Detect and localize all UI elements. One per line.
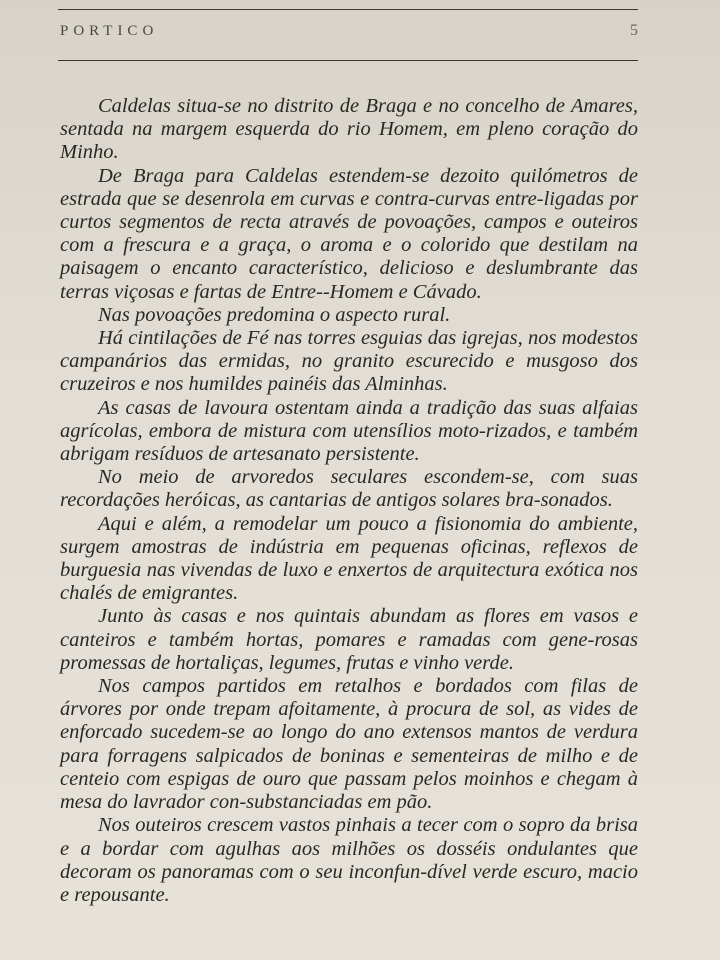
paragraph: Há cintilações de Fé nas torres esguias das igrejas, nos modestos campanários das ermidas, no granito escurecido e musgoso dos cruzeiros e nos humildes painéis das Alminhas. xyxy=(60,327,638,396)
paragraph: As casas de lavoura ostentam ainda a tradição das suas alfaias agrícolas, embora de mistura com utensílios moto-rizados, e também abrigam resíduos de artesanato persistente. xyxy=(60,396,638,466)
running-title: PORTICO xyxy=(60,23,159,39)
paragraph: Aqui e além, a remodelar um pouco a fisionomia do ambiente, surgem amostras de indústria em pequenas oficinas, reflexos de burguesia nas vivendas de luxo e enxertos de arquitectura exótica nos chalés de emigrantes. xyxy=(60,512,638,605)
paragraph: Junto às casas e nos quintais abundam as flores em vasos e canteiros e também hortas, pomares e ramadas com gene-rosas promessas de hortaliças, legumes, frutas e vinho verde. xyxy=(60,605,638,674)
header-bottom-rule xyxy=(58,60,638,61)
header-top-rule xyxy=(58,9,638,10)
paragraph: No meio de arvoredos seculares escondem-se, com suas recordações heróicas, as cantarias de antigos solares bra-sonados. xyxy=(60,466,638,512)
page-number: 5 xyxy=(630,22,638,39)
paragraph: Nos outeiros crescem vastos pinhais a tecer com o sopro da brisa e a bordar com agulhas aos milhões os dosséis ondulantes que decoram os panoramas com o seu inconfun-dível verde escuro, macio e repousante. xyxy=(60,814,638,906)
paragraph: De Braga para Caldelas estendem-se dezoito quilómetros de estrada que se desenrola em curvas e contra-curvas entre-ligadas por curtos segmentos de recta através de povoações, campos e outeiros com a frescura e a graça, o aroma e o colorido que destilam na paisagem o encanto característico, delicioso e deslumbrante das terras viçosas e fartas de Entre--Homem e Cávado. xyxy=(60,164,638,303)
body-text xyxy=(60,95,638,907)
paragraph: Nos campos partidos em retalhos e bordados com filas de árvores por onde trepam afoitamente, à procura de sol, as vides de enforcado sucedem-se ao longo do ano extensos mantos de verdura para forragens salpicados de boninas e sementeiras de milho e de centeio com espigas de ouro que passam pelos moinhos e chegam à mesa do lavrador con-substanciadas em pão. xyxy=(60,675,638,814)
paragraph: Caldelas situa-se no distrito de Braga e no concelho de Amares, sentada na margem esquerda do rio Homem, em pleno coração do Minho. xyxy=(60,95,638,164)
running-head xyxy=(60,22,638,40)
paragraph: Nas povoações predomina o aspecto rural. xyxy=(98,303,451,326)
